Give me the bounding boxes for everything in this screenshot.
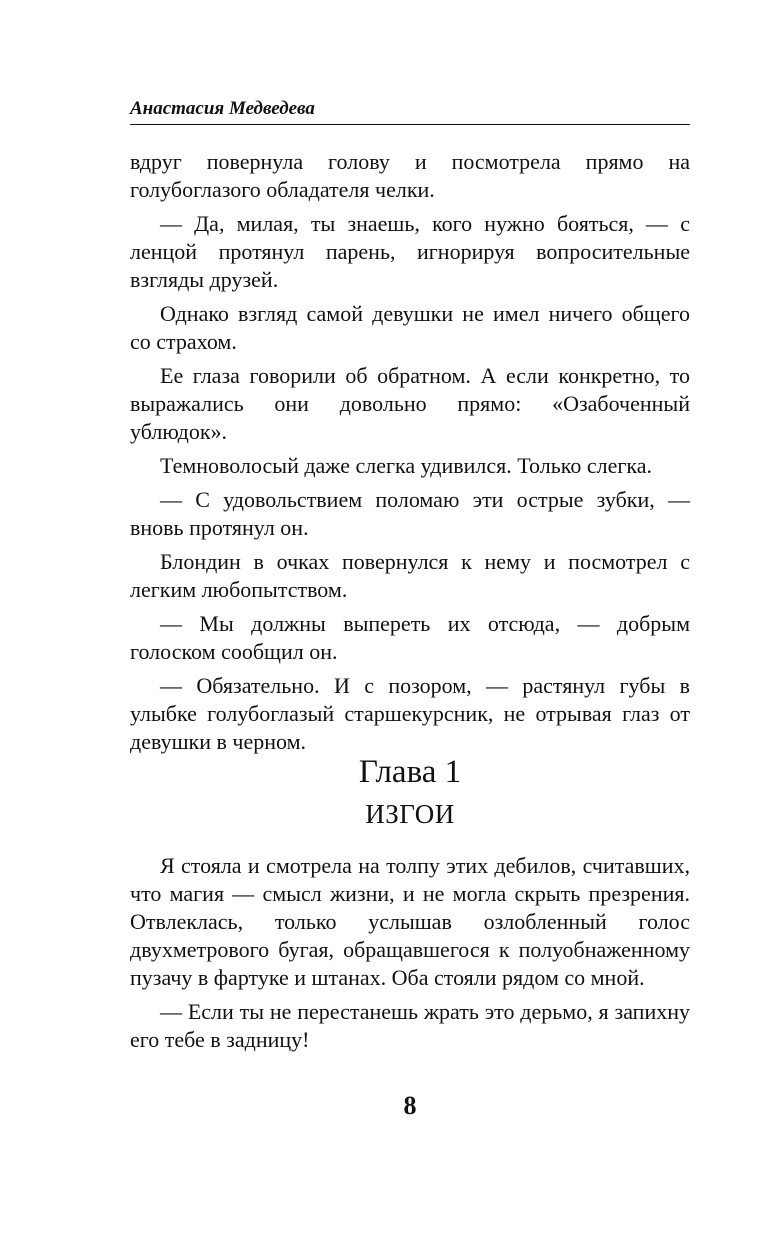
paragraph: Однако взгляд самой девушки не имел ничего общего со страхом. (130, 301, 690, 354)
paragraph: вдруг повернула голову и посмотрела прямо на голубоглазого обладателя челки. (130, 149, 690, 202)
page-number: 8 (403, 1091, 417, 1120)
paragraph: — С удовольствием поломаю эти острые зубки, — вновь протянул он. (130, 487, 690, 540)
paragraph: — Мы должны выпереть их отсюда, — добрым голоском сообщил он. (130, 611, 690, 664)
body-text-section-2 (130, 852, 690, 1060)
paragraph: Ее глаза говорили об обратном. А если конкретно, то выражались они довольно прямо: «Озабоченный ублюдок». (130, 363, 690, 444)
chapter-number: Глава 1 (358, 754, 462, 790)
header-rule (130, 124, 690, 125)
paragraph: Темноволосый даже слегка удивился. Только слегка. (160, 453, 652, 478)
paragraph: — Да, милая, ты знаешь, кого нужно бояться, — с ленцой протянул парень, игнорируя вопросительные взгляды друзей. (130, 211, 690, 292)
paragraph: — Обязательно. И с позором, — растянул губы в улыбке голубоглазый старшекурсник, не отрывая глаз от девушки в черном. (130, 673, 690, 754)
running-head-author: Анастасия Медведева (130, 98, 315, 119)
paragraph: Блондин в очках повернулся к нему и посмотрел с легким любопытством. (130, 549, 690, 602)
paragraph: — Если ты не перестанешь жрать это дерьмо, я запихну его тебе в задницу! (130, 999, 690, 1052)
paragraph: Я стояла и смотрела на толпу этих дебилов, считавших, что магия — смысл жизни, и не могла скрыть презрения. Отвлеклась, только услышав озлобленный голос двухметрового бугая, обращавшегося к полуобнаженному пузачу в фартуке и штанах. Оба стояли рядом со мной. (130, 853, 690, 990)
chapter-title: ИЗГОИ (365, 799, 455, 829)
body-text-section-1 (130, 148, 690, 762)
